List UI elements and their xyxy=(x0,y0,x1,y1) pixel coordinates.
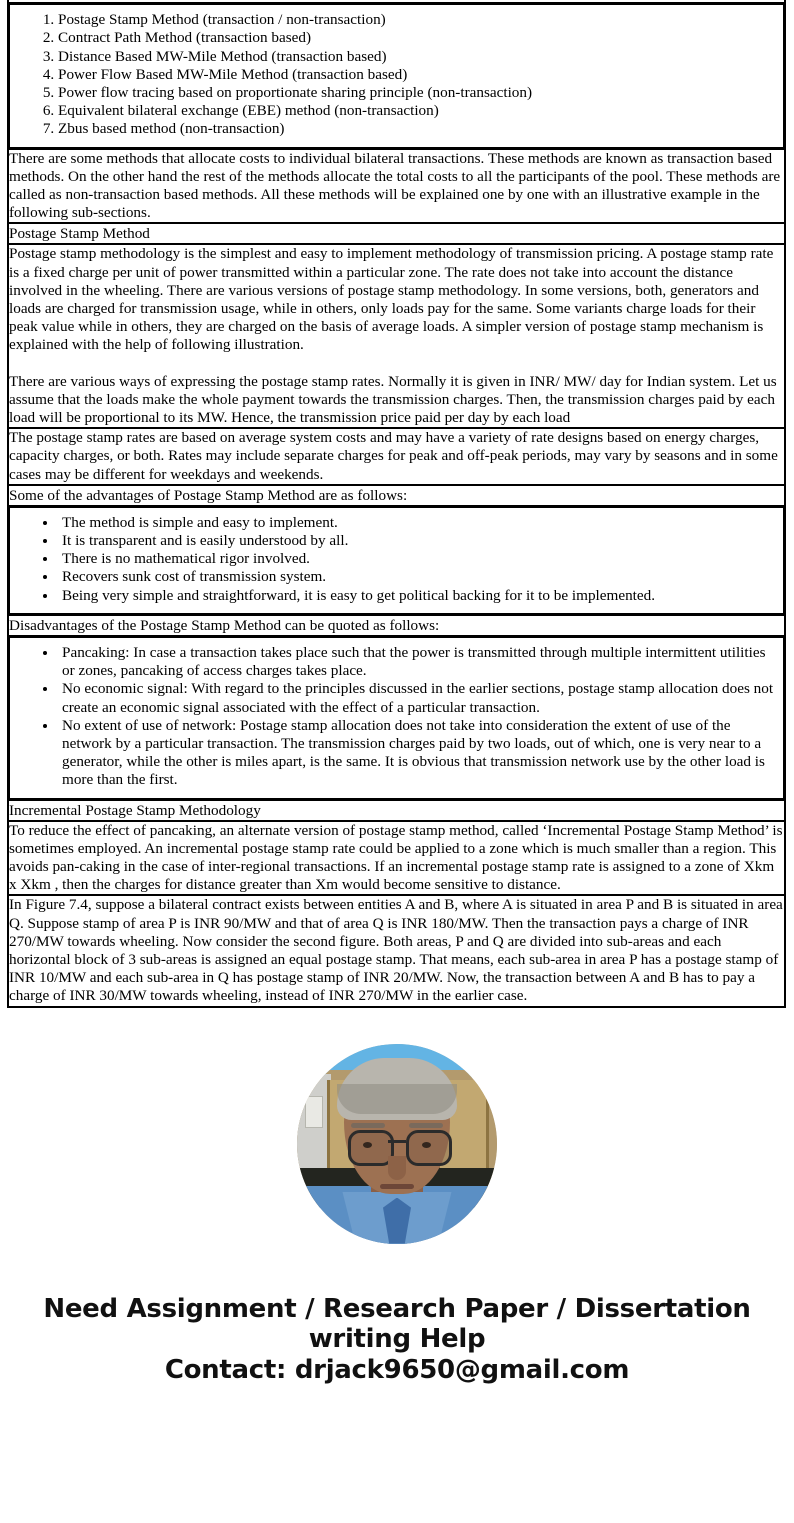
table-row xyxy=(8,244,785,428)
list-item: 3. Distance Based MW-Mile Method (transaction based) xyxy=(58,48,777,66)
photo-eye-left xyxy=(363,1142,372,1148)
table-row xyxy=(8,3,785,148)
table-row xyxy=(8,149,785,224)
rates-paragraph: The postage stamp rates are based on average system costs and may have a variety of rate designs based on energy charges, capacity charges, or both. Rates may include separate charges for peak and off-peak periods, may vary by seasons and in some cases may be different for weekdays and weekends. xyxy=(9,429,778,483)
list-item: 1. Postage Stamp Method (transaction / non-transaction) xyxy=(58,11,777,29)
photo-eyeglass-bridge xyxy=(388,1140,406,1143)
methods-inner-table xyxy=(9,4,784,147)
figure-cell xyxy=(8,895,785,1006)
promo-line-1: Need Assignment / Research Paper / Dissertation xyxy=(43,1293,751,1324)
photo-eye-right xyxy=(422,1142,431,1148)
section-heading-text: Incremental Postage Stamp Methodology xyxy=(9,801,261,819)
table-row xyxy=(8,821,785,896)
figure-paragraph: In Figure 7.4, suppose a bilateral contract exists between entities A and B, where A is situated in area P and B is situated in area Q. Suppose stamp of area P is INR 90/MW and that of area Q is INR 180/MW. Then the transaction pays a charge of INR 270/MW towards wheeling. Now consider the second figure. Both areas, P and Q are divided into sub-areas and each horizontal block of 3 sub-areas is assigned an equal postage stamp. That means, each sub-area in area P has a postage stamp of INR 10/MW and each sub-area in Q has postage stamp of INR 20/MW. Now, the transaction between A and B has to pay a charge of INR 30/MW towards wheeling, instead of INR 270/MW in the earlier case. xyxy=(9,896,783,1005)
photo-mouth xyxy=(380,1184,414,1189)
postage-paragraph-2: There are various ways of expressing the postage stamp rates. Normally it is given in INR/ MW/ day for Indian system. Let us assume that the loads make the whole payment towards the transmission charges. Then, the transmission charges paid by each load will be proportional to its MW. Hence, the transmission price paid per day by each load xyxy=(9,372,777,427)
table-row xyxy=(8,485,785,506)
methods-list-cell xyxy=(8,3,785,148)
photo-eyeglass-right xyxy=(406,1130,452,1166)
list-item: • The method is simple and easy to implement. xyxy=(58,514,777,532)
list-item: • No economic signal: With regard to the principles discussed in the earlier sections, postage stamp allocation does not create an economic signal associated with the effect of a particular transaction. xyxy=(58,680,777,716)
list-item: • Pancaking: In case a transaction takes place such that the power is transmitted through multiple intermittent utilities or zones, pancaking of access charges takes place. xyxy=(58,644,777,680)
rates-cell xyxy=(8,428,785,485)
list-item: 7. Zbus based method (non-transaction) xyxy=(58,120,777,138)
table-row xyxy=(8,615,785,636)
section-heading-text: Postage Stamp Method xyxy=(9,225,150,243)
avatar xyxy=(297,1044,497,1244)
advantages-list-cell xyxy=(8,506,785,615)
list-item: • Being very simple and straightforward, it is easy to get political backing for it to be implemented. xyxy=(58,587,777,605)
table-row xyxy=(8,506,785,615)
promo-section xyxy=(0,1044,794,1385)
photo-hair-shadow xyxy=(337,1084,457,1114)
intro-text xyxy=(9,0,784,2)
table-row xyxy=(8,800,785,821)
disadvantages-heading-text: Disadvantages of the Postage Stamp Method can be quoted as follows: xyxy=(9,616,440,634)
table-row xyxy=(8,636,785,800)
list-item: • It is transparent and is easily understood by all. xyxy=(58,532,777,550)
postage-body-cell xyxy=(8,244,785,428)
incremental-cell xyxy=(8,821,785,896)
table-row xyxy=(8,223,785,244)
postage-paragraph-1: Postage stamp methodology is the simplest and easy to implement methodology of transmission pricing. A postage stamp rate is a fixed charge per unit of power transmitted within a particular zone. The rate does not take into account the distance involved in the wheeling. There are various versions of postage stamp methodology. In some versions, both, generators and loads are charged for transmission usage, while in others, only loads pay for the same. Some variants charge loads for their peak value while in others, they are charged on the basis of average loads. A simpler version of postage stamp mechanism is explained with the help of following illustration. xyxy=(9,245,774,354)
photo-nose xyxy=(388,1156,406,1180)
transaction-paragraph: There are some methods that allocate costs to individual bilateral transactions. These methods are known as transaction based methods. On the other hand the rest of the methods allocate the total costs to all the participants of the pool. These methods are called as non-transaction based methods. All these methods will be explained one by one with an illustrative example in the following sub-sections. xyxy=(9,149,781,222)
advantages-inner-table xyxy=(9,507,784,614)
list-item: 5. Power flow tracing based on proportionate sharing principle (non-transaction) xyxy=(58,84,777,102)
promo-line-2: writing Help xyxy=(308,1323,486,1354)
advantages-heading-cell xyxy=(8,485,785,506)
list-item: • Recovers sunk cost of transmission system. xyxy=(58,568,777,586)
disadvantages-bullet-list xyxy=(16,644,777,790)
list-item: 4. Power Flow Based MW-Mile Method (transaction based) xyxy=(58,66,777,84)
disadvantages-inner-table xyxy=(9,637,784,799)
advantages-heading-text: Some of the advantages of Postage Stamp Method are as follows: xyxy=(9,486,408,504)
photo-eyebrow-left xyxy=(351,1123,385,1128)
promo-text-block xyxy=(0,1294,794,1385)
table-row xyxy=(8,428,785,485)
avatar-wrapper xyxy=(0,1044,794,1244)
photo-switch-plate xyxy=(305,1096,323,1128)
section-heading-incremental xyxy=(8,800,785,821)
section-heading-postage-stamp xyxy=(8,223,785,244)
list-item: 2. Contract Path Method (transaction based) xyxy=(58,29,777,47)
list-item: • No extent of use of network: Postage stamp allocation does not take into consideration the extent of use of the network by a particular transaction. The transmission charges paid by two loads, out of which, one is very near to a generator, while the other is miles apart, is the same. It is obvious that transmission network use by the other load is more than the first. xyxy=(58,717,777,790)
disadvantages-list-cell xyxy=(8,636,785,800)
advantages-bullet-list xyxy=(16,514,777,605)
transaction-methods-cell xyxy=(8,149,785,224)
photo-eyebrow-right xyxy=(409,1123,443,1128)
document-table xyxy=(7,0,786,1008)
incremental-paragraph: To reduce the effect of pancaking, an alternate version of postage stamp method, called ‘Incremental Postage Stamp Method’ is sometimes employed. An incremental postage stamp rate could be applied to a zone which is much smaller than a region. This avoids pan-caking in the case of inter-regional transactions. If an incremental postage stamp rate is assigned to a zone of Xkm x Xkm , then the charges for distance greater than Xm would become sensitive to distance. xyxy=(9,821,783,894)
table-row xyxy=(8,895,785,1006)
methods-ordered-list xyxy=(16,11,777,138)
disadvantages-heading-cell xyxy=(8,615,785,636)
promo-line-3: Contact: drjack9650@gmail.com xyxy=(164,1354,630,1385)
list-item: 6. Equivalent bilateral exchange (EBE) method (non-transaction) xyxy=(58,102,777,120)
list-item: • There is no mathematical rigor involved. xyxy=(58,550,777,568)
